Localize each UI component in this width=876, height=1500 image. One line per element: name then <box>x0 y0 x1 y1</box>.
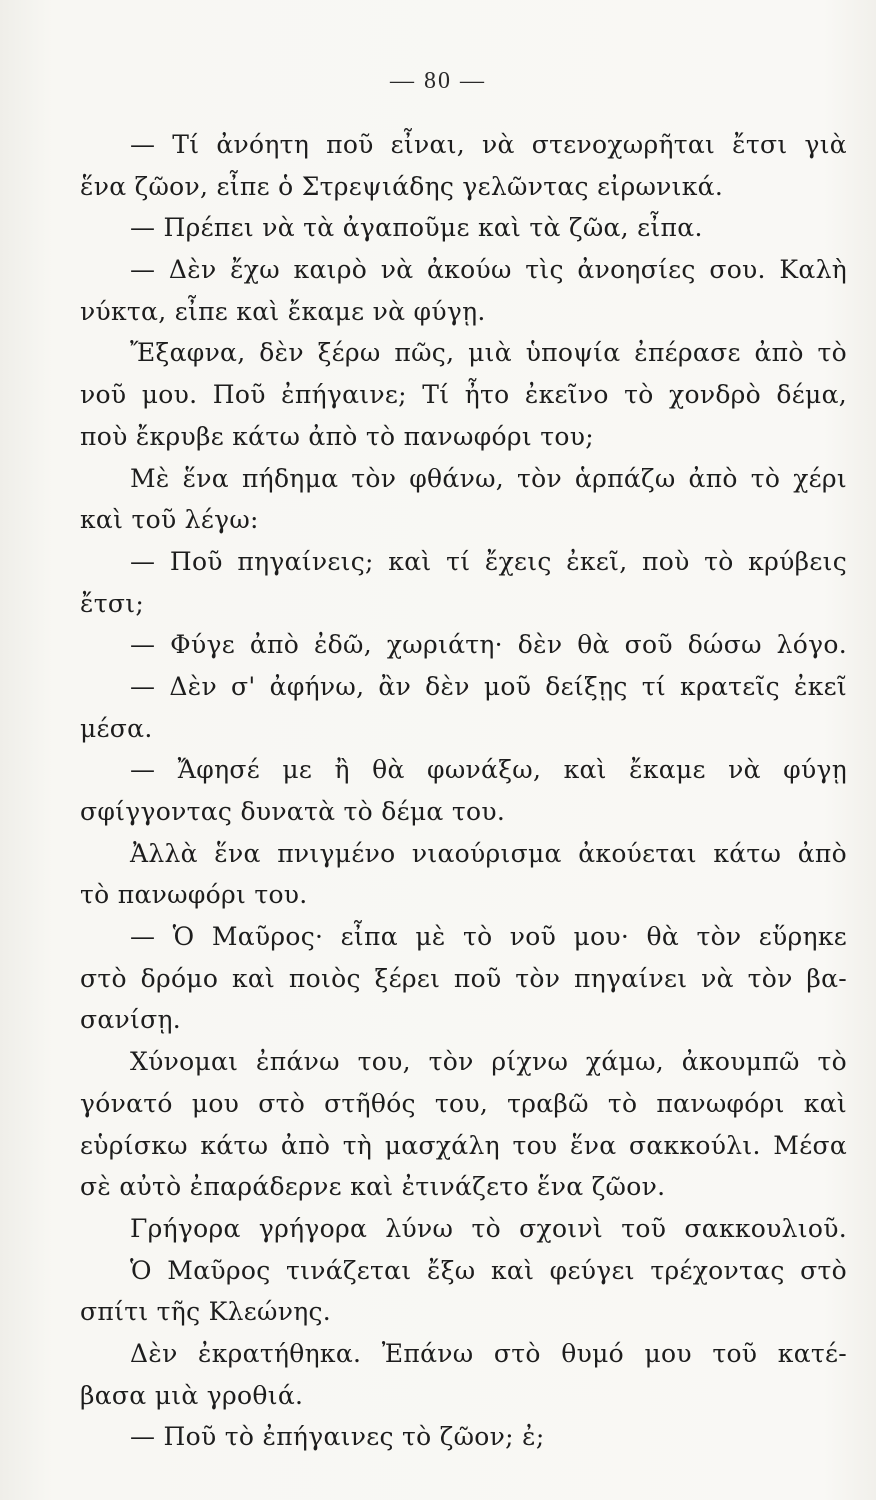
text-line: — Πρέπει νὰ τὰ ἀγαποῦμε καὶ τὰ ζῶα, εἶπα. <box>130 213 703 243</box>
text-line: — Ὁ Μαῦρος· εἶπα μὲ τὸ νοῦ μου· θὰ τὸν εὕρηκε <box>130 922 847 952</box>
text-line: Γρήγορα γρήγορα λύνω τὸ σχοινὶ τοῦ σακκουλιοῦ. <box>130 1213 847 1243</box>
text-block <box>80 124 847 1458</box>
text-line: — Τί ἀνόητη ποῦ εἶναι, νὰ στενοχωρῆται ἔτσι γιὰ <box>130 130 847 159</box>
text-line: μέσα. <box>80 713 153 743</box>
text-line: — Ποῦ πηγαίνεις; καὶ τί ἔχεις ἐκεῖ, ποὺ τὸ κρύβεις <box>130 546 847 576</box>
page-number: — 80 — <box>390 68 486 94</box>
text-line: σπίτι τῆς Κλεώνης. <box>80 1297 332 1327</box>
text-line: Δὲν ἐκρατήθηκα. Ἐπάνω στὸ θυμό μου τοῦ κατέ- <box>130 1338 847 1368</box>
text-line: νοῦ μου. Ποῦ ἐπήγαινε; Τί ἦτο ἐκεῖνο τὸ χονδρὸ δέμα, <box>80 380 847 410</box>
text-line: Χύνομαι ἐπάνω του, τὸν ρίχνω χάμω, ἀκουμπῶ τὸ <box>130 1047 847 1077</box>
text-line: — Ποῦ τὸ ἐπήγαινες τὸ ζῶον; ἐ; <box>130 1422 545 1452</box>
text-line: Ἔξαφνα, δὲν ξέρω πῶς, μιὰ ὑποψία ἐπέρασε ἀπὸ τὸ <box>130 338 847 368</box>
text-line: σανίσῃ. <box>80 1005 182 1035</box>
text-line: — Δὲν ἔχω καιρὸ νὰ ἀκούω τὶς ἀνοησίες σου. Καλὴ <box>130 255 847 285</box>
text-line: — Ἄφησέ με ἢ θὰ φωνάξω, καὶ ἔκαμε νὰ φύγῃ <box>130 755 847 785</box>
text-line: Ὁ Μαῦρος τινάζεται ἔξω καὶ φεύγει τρέχοντας στὸ <box>130 1255 847 1285</box>
text-line: — Δὲν σ' ἀφήνω, ἂν δὲν μοῦ δείξῃς τί κρατεῖς ἐκεῖ <box>130 671 847 701</box>
text-line: γόνατό μου στὸ στῆθός του, τραβῶ τὸ πανωφόρι καὶ <box>80 1088 847 1118</box>
text-line: ἔτσι; <box>80 588 145 618</box>
text-line: ἕνα ζῶον, εἶπε ὁ Στρεψιάδης γελῶντας εἰρωνικά. <box>80 171 724 201</box>
text-line: Ἀλλὰ ἕνα πνιγμένο νιαούρισμα ἀκούεται κάτω ἀπὸ <box>130 838 847 868</box>
text-line: σὲ αὐτὸ ἐπαράδερνε καὶ ἐτινάζετο ἕνα ζῶον. <box>80 1172 666 1202</box>
text-line: τὸ πανωφόρι του. <box>80 880 308 910</box>
text-line: εὑρίσκω κάτω ἀπὸ τὴ μασχάλη του ἕνα σακκούλι. Μέσα <box>80 1130 847 1160</box>
text-line: νύκτα, εἶπε καὶ ἔκαμε νὰ φύγῃ. <box>80 296 486 326</box>
text-line: στὸ δρόμο καὶ ποιὸς ξέρει ποῦ τὸν πηγαίνει νὰ τὸν βα- <box>80 963 847 993</box>
text-line: σφίγγοντας δυνατὰ τὸ δέμα του. <box>80 797 506 826</box>
text-line: βασα μιὰ γροθιά. <box>80 1380 304 1410</box>
text-line: — Φύγε ἀπὸ ἐδῶ, χωριάτη· δὲν θὰ σοῦ δώσω λόγο. <box>130 630 847 660</box>
text-line: καὶ τοῦ λέγω: <box>80 505 259 535</box>
text-line: ποὺ ἔκρυβε κάτω ἀπὸ τὸ πανωφόρι του; <box>80 421 594 451</box>
text-line: Μὲ ἕνα πήδημα τὸν φθάνω, τὸν ἁρπάζω ἀπὸ τὸ χέρι <box>130 463 847 493</box>
